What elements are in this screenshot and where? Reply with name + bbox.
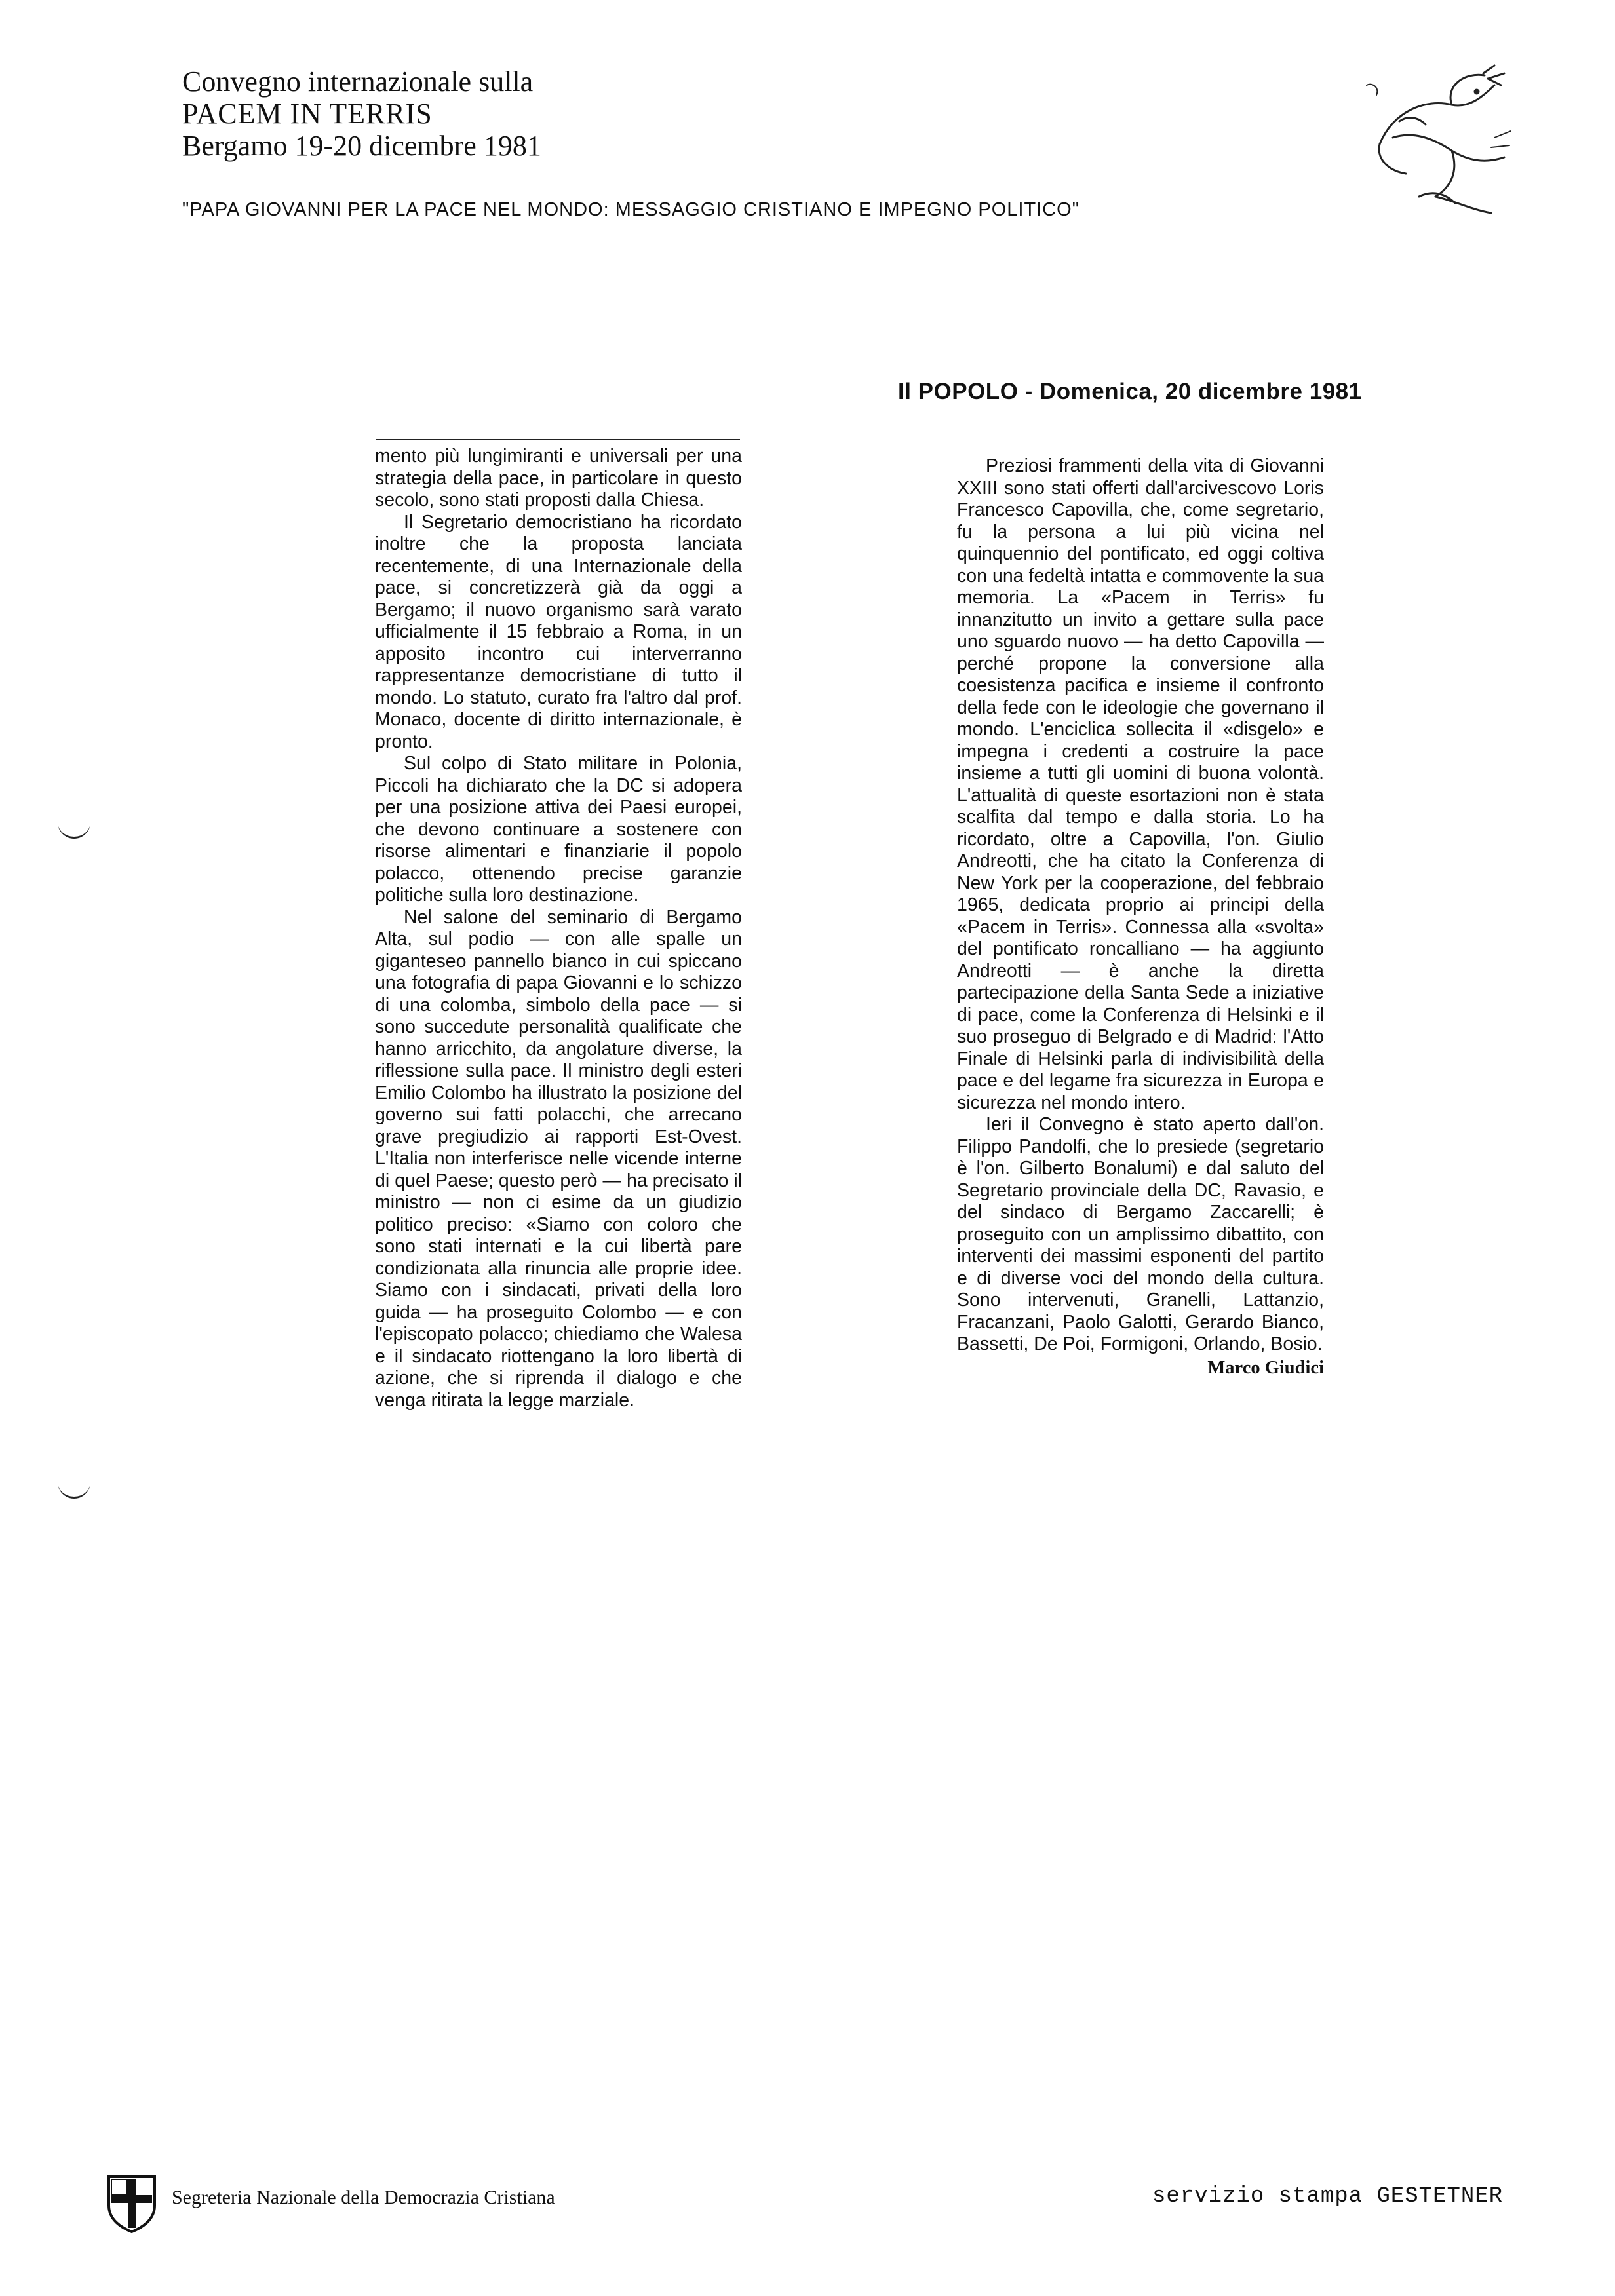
article-paragraph: mento più lungimiranti e universali per una strategia della pace, in particolare in questo secolo, sono stati proposti dalla Chiesa. [375,446,742,510]
footer-print-service: servizio stampa GESTETNER [1152,2184,1504,2209]
column-top-rule [376,439,740,440]
article-byline: Marco Giudici [1207,1357,1324,1378]
article-right-column [957,455,1324,1379]
article-paragraph: Preziosi frammenti della vita di Giovanni XXIII sono stati offerti dall'arcivescovo Loris Francesco Capovilla, che, come segretario, fu la persona a lui più vicina nel quinquennio del pontificato, ed oggi coltiva con una fedeltà intatta e commovente la sua memoria. La «Pacem in Terris» fu innanzitutto un invito a gettare sulla pace uno sguardo nuovo — ha detto Capovilla — perché propone la conversione alla coesistenza pacifica e insieme il confronto della fede con le ideologie che governano il mondo. L'enciclica sollecita il «disgelo» e impegna i credenti a costruire la pace insieme a tutti gli uomini di buona volontà. L'attualità di queste esortazioni non è stata scalfita dal tempo e dalla storia. Lo ha ricordato, oltre a Capovilla, l'on. Giulio Andreotti, che ha citato la Conferenza di New York per la cooperazione, del febbraio 1965, dedicata proprio ai principi della «Pacem in Terris». Connessa alla «svolta» del pontificato roncalliano — ha aggiunto Andreotti — è anche la diretta partecipazione della Santa Sede a iniziative di pace, come la Conferenza di Helsinki e il suo proseguo di Belgrado e di Madrid: l'Atto Finale di Helsinki parla di indivisibilità della pace e del legame fra sicurezza in Europa e sicurezza nel mondo intero. [957,455,1324,1113]
article-paragraph: Ieri il Convegno è stato aperto dall'on. Filippo Pandolfi, che lo presiede (segretario è l'on. Gilberto Bonalumi) e dal saluto del Segretario provinciale della DC, Ravasio, e del sindaco di Bergamo Zaccarelli; è proseguito con un amplissimo dibattito, con interventi dei massimi esponenti del partito e di diverse voci del mondo della cultura. Sono intervenuti, Granelli, Lattanzio, Fracanzani, Paolo Galotti, Gerardo Bianco, Bassetti, De Poi, Formigoni, Orlando, Bosio. [957,1114,1324,1354]
punch-hole-mark [58,1482,90,1499]
article-left-column [375,446,742,1411]
newspaper-masthead: Il POPOLO - Domenica, 20 dicembre 1981 [898,379,1362,404]
conference-subtitle: "PAPA GIOVANNI PER LA PACE NEL MONDO: MESSAGGIO CRISTIANO E IMPEGNO POLITICO" [182,199,1080,220]
dove-with-olive-branch-icon [1353,59,1517,223]
conference-name: PACEM IN TERRIS [182,98,433,130]
conference-header [182,66,1165,163]
punch-hole-mark [58,822,90,839]
footer-organization: Segreteria Nazionale della Democrazia Cristiana [172,2187,555,2208]
article-paragraph: Sul colpo di Stato militare in Polonia, Piccoli ha dichiarato che la DC si adopera per una posizione attiva dei Paesi europei, che devono continuare a sostenere con risorse alimentari e finanziarie il popolo polacco, ottenendo precise garanzie politiche sulla loro destinazione. [375,753,742,906]
article-paragraph: Il Segretario democristiano ha ricordato inoltre che la proposta lanciata recentemente, di una Internazionale della pace, si concretizzerà già da oggi a Bergamo; il nuovo organismo sarà varato ufficialmente il 15 febbraio a Roma, in un apposito incontro cui interverranno rappresentanze democristiane di tutto il mondo. Lo statuto, curato fra l'altro dal prof. Monaco, docente di diritto internazionale, è pronto. [375,511,742,752]
article-paragraph: Nel salone del seminario di Bergamo Alta, sul podio — con alle spalle un giganteseo pannello bianco in cui spiccano una fotografia di papa Giovanni e lo schizzo di una colomba, simbolo della pace — si sono succedute personalità qualificate che hanno arricchito, da angolature diverse, la riflessione sulla pace. Il ministro degli esteri Emilio Colombo ha illustrato la posizione del governo sui fatti polacchi, che arrecano grave pregiudizio ai rapporti Est-Ovest. L'Italia non interferisce nelle vicende interne di quel Paese; questo però — ha precisato il ministro — non ci esime da un giudizio politico preciso: «Siamo con coloro che sono stati internati e la cui libertà pare condizionata alla rinuncia alle proprie idee. Siamo con i sindacati, privati della loro guida — ha proseguito Colombo — e con l'episcopato polacco; chiediamo che Walesa e il sindacato riottengano la loro libertà di azione, che si riprenda il dialogo e che venga ritirata la legge marziale. [375,906,742,1411]
conference-title-line: Convegno internazionale sulla [182,66,534,98]
dc-shield-cross-icon [105,2173,159,2233]
conference-place-date: Bergamo 19-20 dicembre 1981 [182,130,541,162]
